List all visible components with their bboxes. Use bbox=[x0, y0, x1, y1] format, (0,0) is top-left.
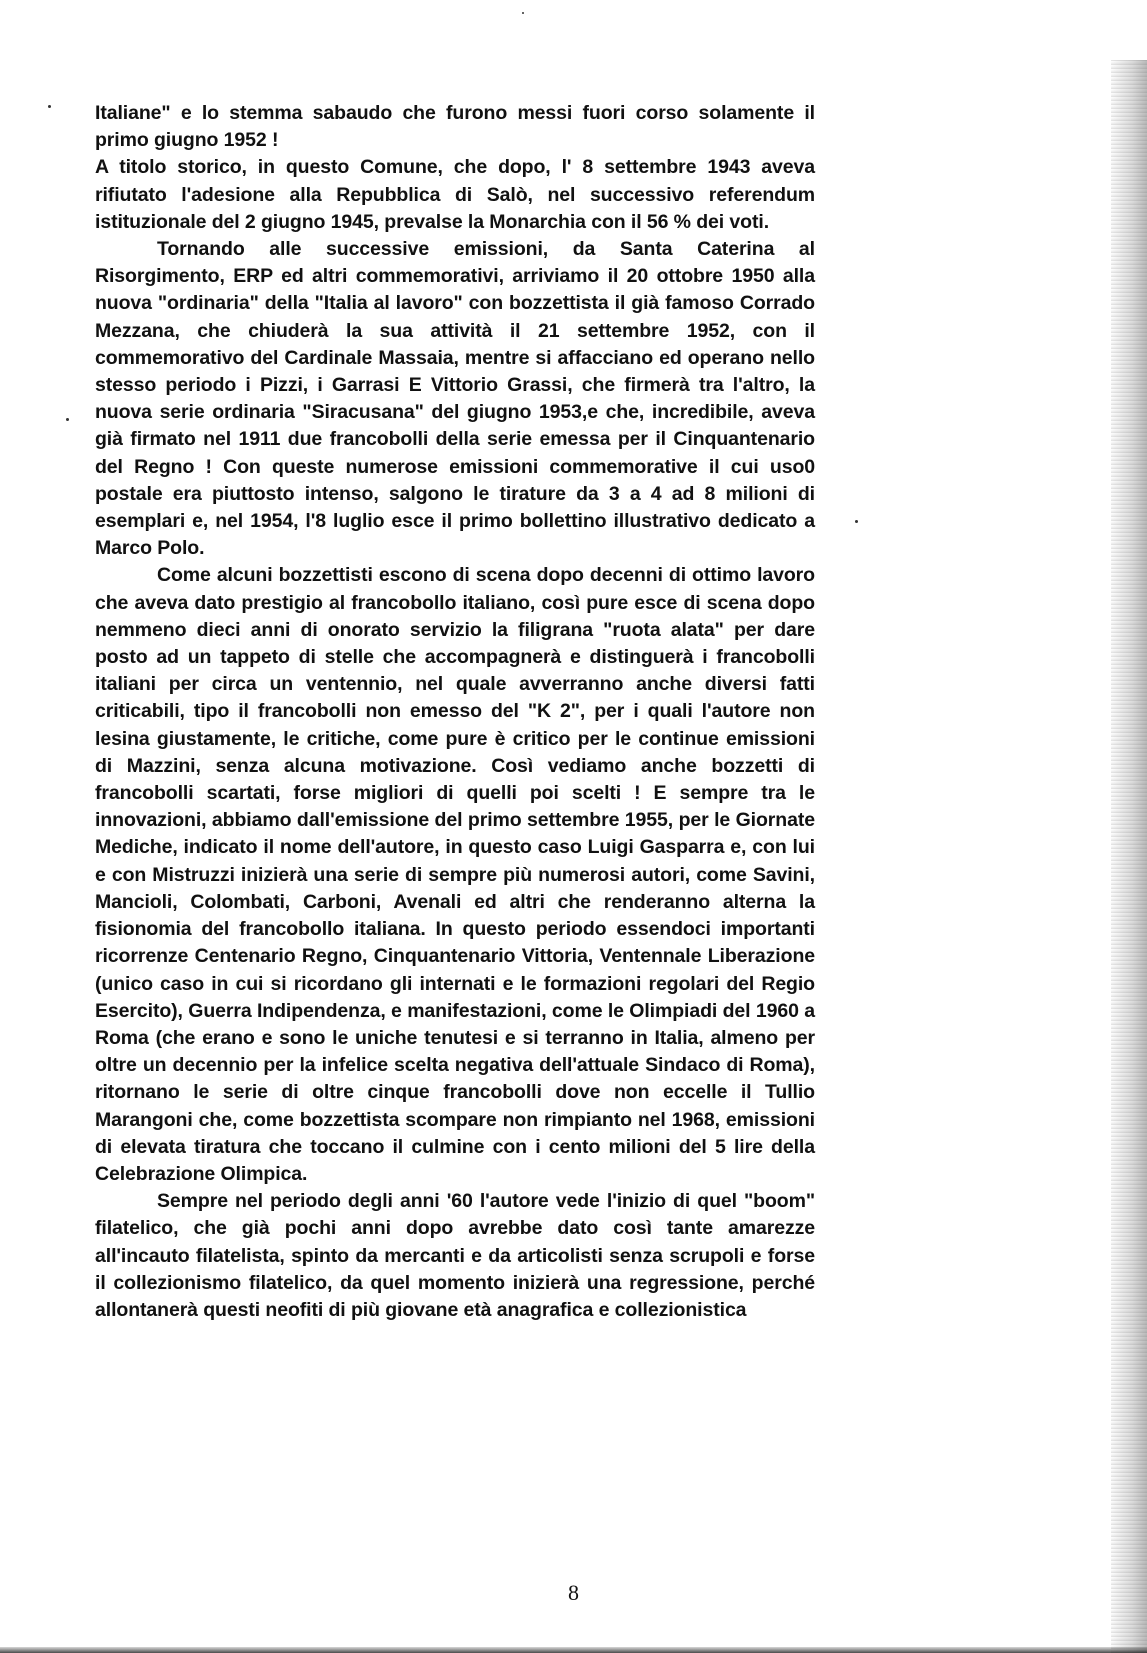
paragraph: Come alcuni bozzettisti escono di scena dopo decenni di ottimo lavoro che aveva dato prestigio al francobollo italiano, così pure esce di scena dopo nemmeno dieci anni di onorato servizio la filigrana "ruota alata" per dare posto ad un tappeto di stelle che accompagnerà e distinguerà i francobolli italiani per circa un ventennio, nel quale avverranno anche diversi fatti criticabili, tipo il francobolli non emesso del "K 2", per i quali l'autore non lesina giustamente, le critiche, come pure è critico per le continue emissioni di Mazzini, senza alcuna motivazione. Così vediamo anche bozzetti di francobolli scartati, forse migliori di quelli poi scelti ! E sempre tra le innovazioni, abbiamo dall'emissione del primo settembre 1955, per le Giornate Mediche, indicato il nome dell'autore, in questo caso Luigi Gasparra e, con lui e con Mistruzzi inizierà una serie di sempre più numerosi autori, come Savini, Mancioli, Colombati, Carboni, Avenali ed altri che renderanno alterna la fisionomia del francobollo italiana. In questo periodo essendoci importanti ricorrenze Centenario Regno, Cinquantenario Vittoria, Ventennale Liberazione (unico caso in cui si ricordano gli internati e le formazioni regolari del Regio Esercito), Guerra Indipendenza, e manifestazioni, come le Olimpiadi del 1960 a Roma (che erano e sono le uniche tenutesi e si terranno in Italia, almeno per oltre un decennio per la infelice scelta negativa dell'attuale Sindaco di Roma), ritornano le serie di oltre cinque francobolli dove non eccelle il Tullio Marangoni che, come bozzettista scompare non rimpianto nel 1968, emissioni di elevata tiratura che toccano il culmine con i cento milioni del 5 lire della Celebrazione Olimpica. bbox=[95, 564, 815, 1185]
paragraph: Italiane" e lo stemma sabaudo che furono messi fuori corso solamente il primo giugno 1952 ! bbox=[95, 102, 815, 152]
scan-speck bbox=[855, 520, 858, 523]
paragraph: Tornando alle successive emissioni, da Santa Caterina al Risorgimento, ERP ed altri commemorativi, arriviamo il 20 ottobre 1950 alla nuova "ordinaria" della "Italia al lavoro" con bozzettista il già famoso Corrado Mezzana, che chiuderà la sua attività il 21 settembre 1952, con il commemorativo del Cardinale Massaia, mentre si affacciano ed operano nello stesso periodo i Pizzi, i Garrasi E Vittorio Grassi, che firmerà tra l'altro, la nuova serie ordinaria "Siracusana" del giugno 1953,e che, incredibile, aveva già firmato nel 1911 due francobolli della serie emessa per il Cinquantenario del Regno ! Con queste numerose emissioni commemorative il cui uso0 postale era piuttosto intenso, salgono le tirature da 3 a 4 ad 8 milioni di esemplari e, nel 1954, l'8 luglio esce il primo bollettino illustrativo dedicato a Marco Polo. bbox=[95, 238, 815, 560]
paragraph: Sempre nel periodo degli anni '60 l'autore vede l'inizio di quel "boom" filatelico, che già pochi anni dopo avrebbe dato così tante amarezze all'incauto filatelista, spinto da mercanti e da articolisti senza scrupoli e forse il collezionismo filatelico, da quel momento inizierà una regressione, perché allontanerà questi neofiti di più giovane età anagrafica e collezionistica bbox=[95, 1190, 815, 1321]
paragraph: A titolo storico, in questo Comune, che dopo, l' 8 settembre 1943 aveva rifiutato l'adesione alla Repubblica di Salò, nel successivo referendum istituzionale del 2 giugno 1945, prevalse la Monarchia con il 56 % dei voti. bbox=[95, 156, 815, 233]
scan-bottom-edge bbox=[0, 1647, 1147, 1653]
scan-speck bbox=[48, 105, 51, 108]
scan-speck bbox=[66, 418, 69, 421]
scan-speck bbox=[522, 12, 524, 14]
scan-edge-shadow bbox=[1111, 60, 1147, 1653]
page-number: 8 bbox=[568, 1580, 579, 1605]
body-text bbox=[95, 100, 815, 1324]
